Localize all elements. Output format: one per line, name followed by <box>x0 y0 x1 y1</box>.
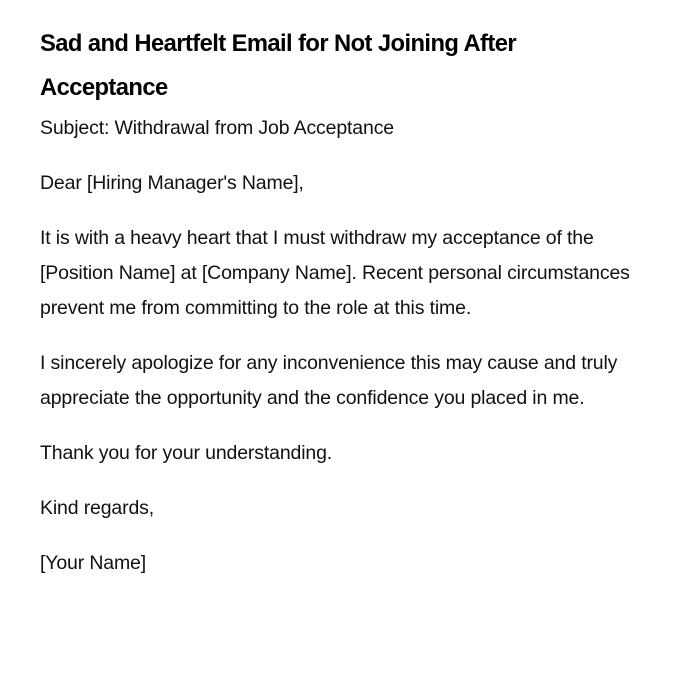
email-salutation: Dear [Hiring Manager's Name], <box>40 172 304 194</box>
email-body-paragraph-2: I sincerely apologize for any inconvenience this may cause and truly appreciate the opportunity and the confidence you placed in me. <box>40 352 618 409</box>
email-closing: Kind regards, <box>40 497 155 519</box>
document-title: Sad and Heartfelt Email for Not Joining After Acceptance <box>40 30 517 101</box>
email-signature: [Your Name] <box>40 552 147 574</box>
email-subject: Subject: Withdrawal from Job Acceptance <box>40 117 394 139</box>
email-body-paragraph-3: Thank you for your understanding. <box>40 442 333 464</box>
email-body-paragraph-1: It is with a heavy heart that I must withdraw my acceptance of the [Position Name] at [Company Name]. Recent personal circumstances prevent me from committing to the role at this time. <box>40 227 630 319</box>
